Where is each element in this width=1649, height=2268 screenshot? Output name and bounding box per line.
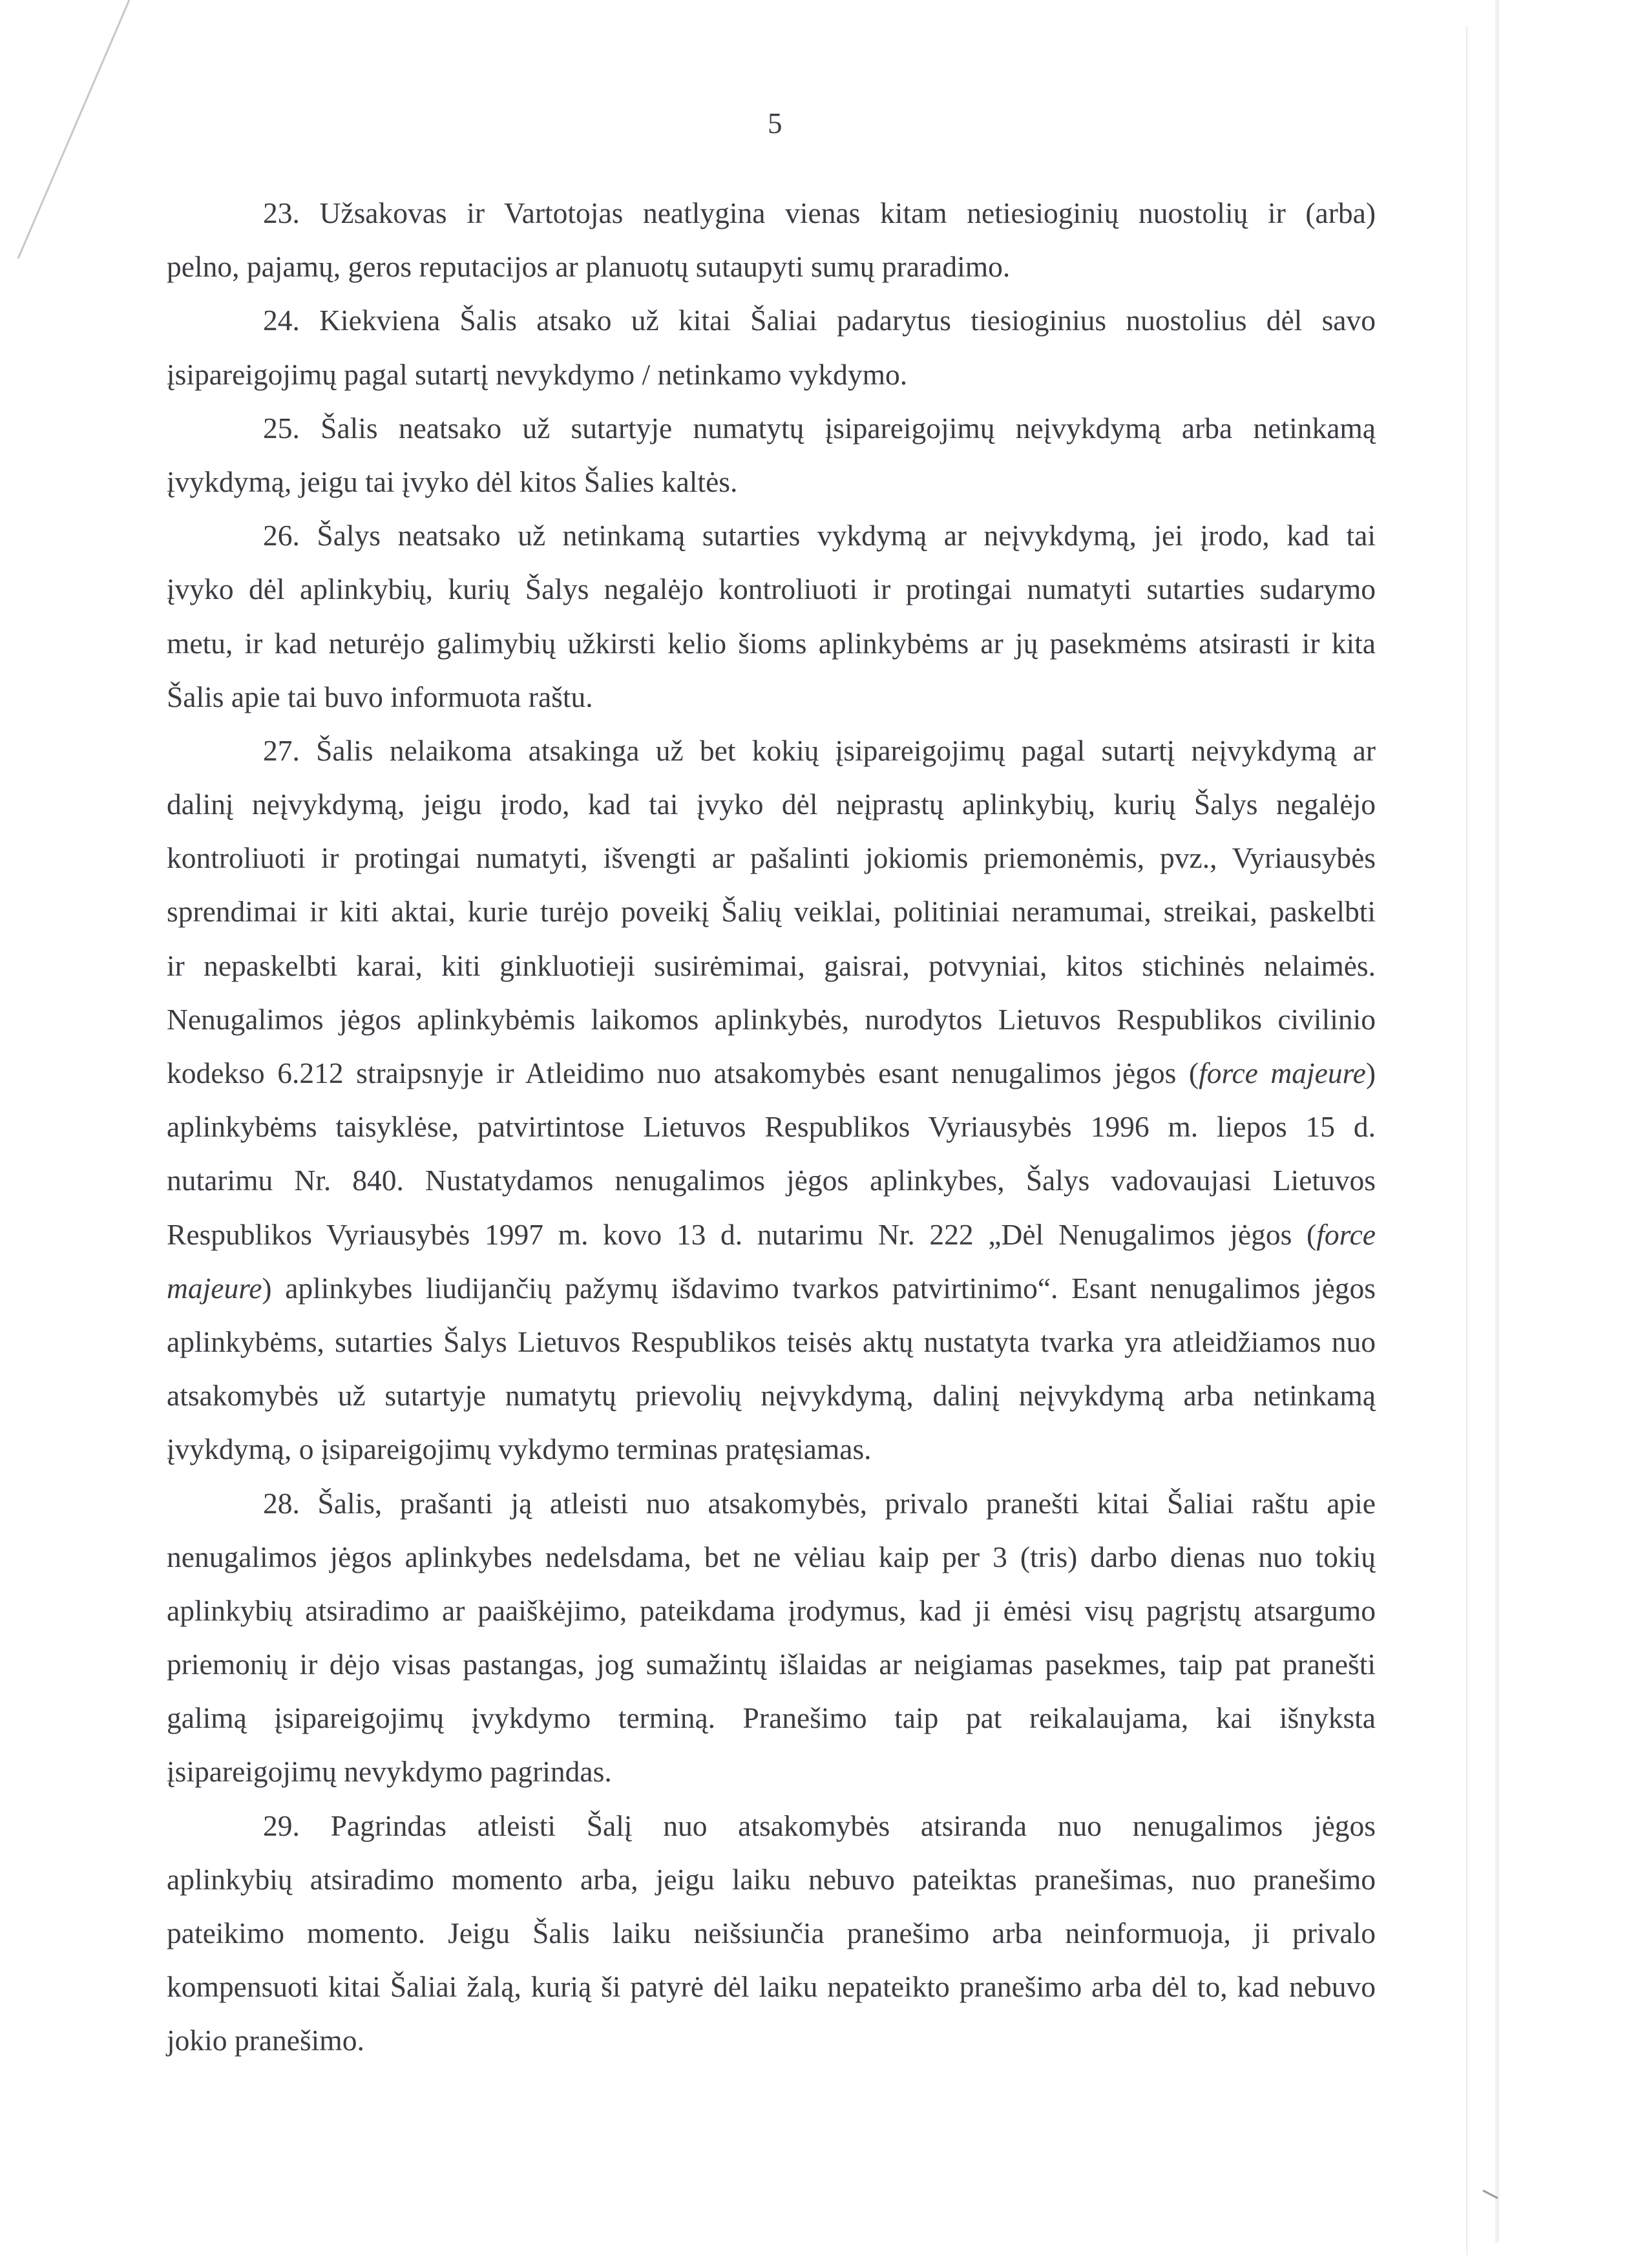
text-line: aplinkybių atsiradimo ar paaiškėjimo, pateikdama įrodymus, kad ji ėmėsi visų pagrįstų atsargumo — [167, 1593, 1376, 1627]
text-line: nenugalimos jėgos aplinkybes nedelsdama, bet ne vėliau kaip per 3 (tris) darbo dienas nuo tokių — [167, 1540, 1376, 1573]
text-line: 26. Šalys neatsako už netinkamą sutarties vykdymą ar neįvykdymą, jei įrodo, kad tai — [263, 519, 1376, 552]
italic-term: force — [1316, 1217, 1376, 1251]
text-line: jokio pranešimo. — [167, 2024, 364, 2057]
text-line: įsipareigojimų nevykdymo pagrindas. — [167, 1755, 612, 1789]
paragraph-27 — [167, 724, 1376, 1476]
italic-term: majeure — [167, 1271, 262, 1305]
paragraph-28 — [167, 1476, 1376, 1799]
text-line: Nenugalimos jėgos aplinkybėmis laikomos aplinkybės, nurodytos Lietuvos Respublikos civilinio — [167, 1002, 1376, 1036]
text-line: aplinkybių atsiradimo momento arba, jeigu laiku nebuvo pateiktas pranešimas, nuo pranešimo — [167, 1862, 1376, 1896]
paragraph-29 — [167, 1799, 1376, 2068]
paragraph-24 — [167, 293, 1376, 401]
italic-term: force majeure — [1199, 1056, 1366, 1089]
page-number: 5 — [768, 107, 782, 140]
text-line: įvyko dėl aplinkybių, kurių Šalys negalėjo kontroliuoti ir protingai numatyti sutarties sudarymo — [167, 572, 1376, 606]
text-line: ir nepaskelbti karai, kiti ginkluotieji susirėmimai, gaisrai, potvyniai, kitos stichinės nelaimės. — [167, 949, 1376, 982]
text-line: kodekso 6.212 straipsnyje ir Atleidimo nuo atsakomybės esant nenugalimos jėgos (force majeure) — [167, 1056, 1376, 1089]
text-line: galimą įsipareigojimų įvykdymo terminą. Pranešimo taip pat reikalaujama, kai išnyksta — [167, 1701, 1376, 1735]
paragraph-25 — [167, 401, 1376, 509]
text-line: aplinkybėms taisyklėse, patvirtintose Lietuvos Respublikos Vyriausybės 1996 m. liepos 15 d. — [167, 1110, 1376, 1144]
text-line: 27. Šalis nelaikoma atsakinga už bet kokių įsipareigojimų pagal sutartį neįvykdymą ar — [263, 733, 1376, 767]
text-line: sprendimai ir kiti aktai, kurie turėjo poveikį Šalių veiklai, politiniai neramumai, streikai, paskelbti — [167, 895, 1376, 929]
text-line: įvykdymą, o įsipareigojimų vykdymo terminas pratęsiamas. — [167, 1433, 872, 1466]
text-line: kontroliuoti ir protingai numatyti, išvengti ar pašalinti jokiomis priemonėmis, pvz., Vyriausybės — [167, 841, 1376, 875]
text-line: 23. Užsakovas ir Vartotojas neatlygina vienas kitam netiesioginių nuostolių ir (arba) — [263, 196, 1376, 229]
text-line: kompensuoti kitai Šaliai žalą, kurią ši patyrė dėl laiku nepateikto pranešimo arba dėl to, kad nebuvo — [167, 1970, 1376, 2004]
text-line: dalinį neįvykdymą, jeigu įrodo, kad tai įvyko dėl neįprastų aplinkybių, kurių Šalys negalėjo — [167, 788, 1376, 821]
text-line: 25. Šalis neatsako už sutartyje numatytų įsipareigojimų neįvykdymą arba netinkamą — [263, 411, 1376, 445]
text-line: pelno, pajamų, geros reputacijos ar planuotų sutaupyti sumų praradimo. — [167, 250, 1011, 284]
document-body — [167, 186, 1376, 2068]
text-line: aplinkybėms, sutarties Šalys Lietuvos Respublikos teisės aktų nustatyta tvarka yra atleidžiamos nuo — [167, 1325, 1376, 1358]
paragraph-23 — [167, 186, 1376, 293]
text-line: įvykdymą, jeigu tai įvyko dėl kitos Šalies kaltės. — [167, 465, 738, 498]
text-line: įsipareigojimų pagal sutartį nevykdymo / netinkamo vykdymo. — [167, 357, 908, 391]
text-line: priemonių ir dėjo visas pastangas, jog sumažintų išlaidas ar neigiamas pasekmes, taip pat pranešti — [167, 1648, 1376, 1681]
text-line: 29. Pagrindas atleisti Šalį nuo atsakomybės atsiranda nuo nenugalimos jėgos — [263, 1809, 1376, 1842]
text-line: atsakomybės už sutartyje numatytų prievolių neįvykdymą, dalinį neįvykdymą arba netinkamą — [167, 1379, 1376, 1412]
text-line: pateikimo momento. Jeigu Šalis laiku neišsiunčia pranešimo arba neinformuoja, ji privalo — [167, 1916, 1376, 1949]
text-line: metu, ir kad neturėjo galimybių užkirsti kelio šioms aplinkybėms ar jų pasekmėms atsirasti ir kita — [167, 626, 1376, 660]
text-line: 28. Šalis, prašanti ją atleisti nuo atsakomybės, privalo pranešti kitai Šaliai raštu apie — [263, 1486, 1376, 1520]
text-line: nutarimu Nr. 840. Nustatydamos nenugalimos jėgos aplinkybes, Šalys vadovaujasi Lietuvos — [167, 1164, 1376, 1197]
text-line: Šalis apie tai buvo informuota raštu. — [167, 680, 593, 713]
paragraph-26 — [167, 509, 1376, 724]
text-line: majeure) aplinkybes liudijančių pažymų išdavimo tvarkos patvirtinimo“. Esant nenugalimos jėgos — [167, 1271, 1376, 1305]
text-line: 24. Kiekviena Šalis atsako už kitai Šaliai padarytus tiesioginius nuostolius dėl savo — [263, 304, 1376, 337]
text-line: Respublikos Vyriausybės 1997 m. kovo 13 d. nutarimu Nr. 222 „Dėl Nenugalimos jėgos (force — [167, 1217, 1376, 1251]
